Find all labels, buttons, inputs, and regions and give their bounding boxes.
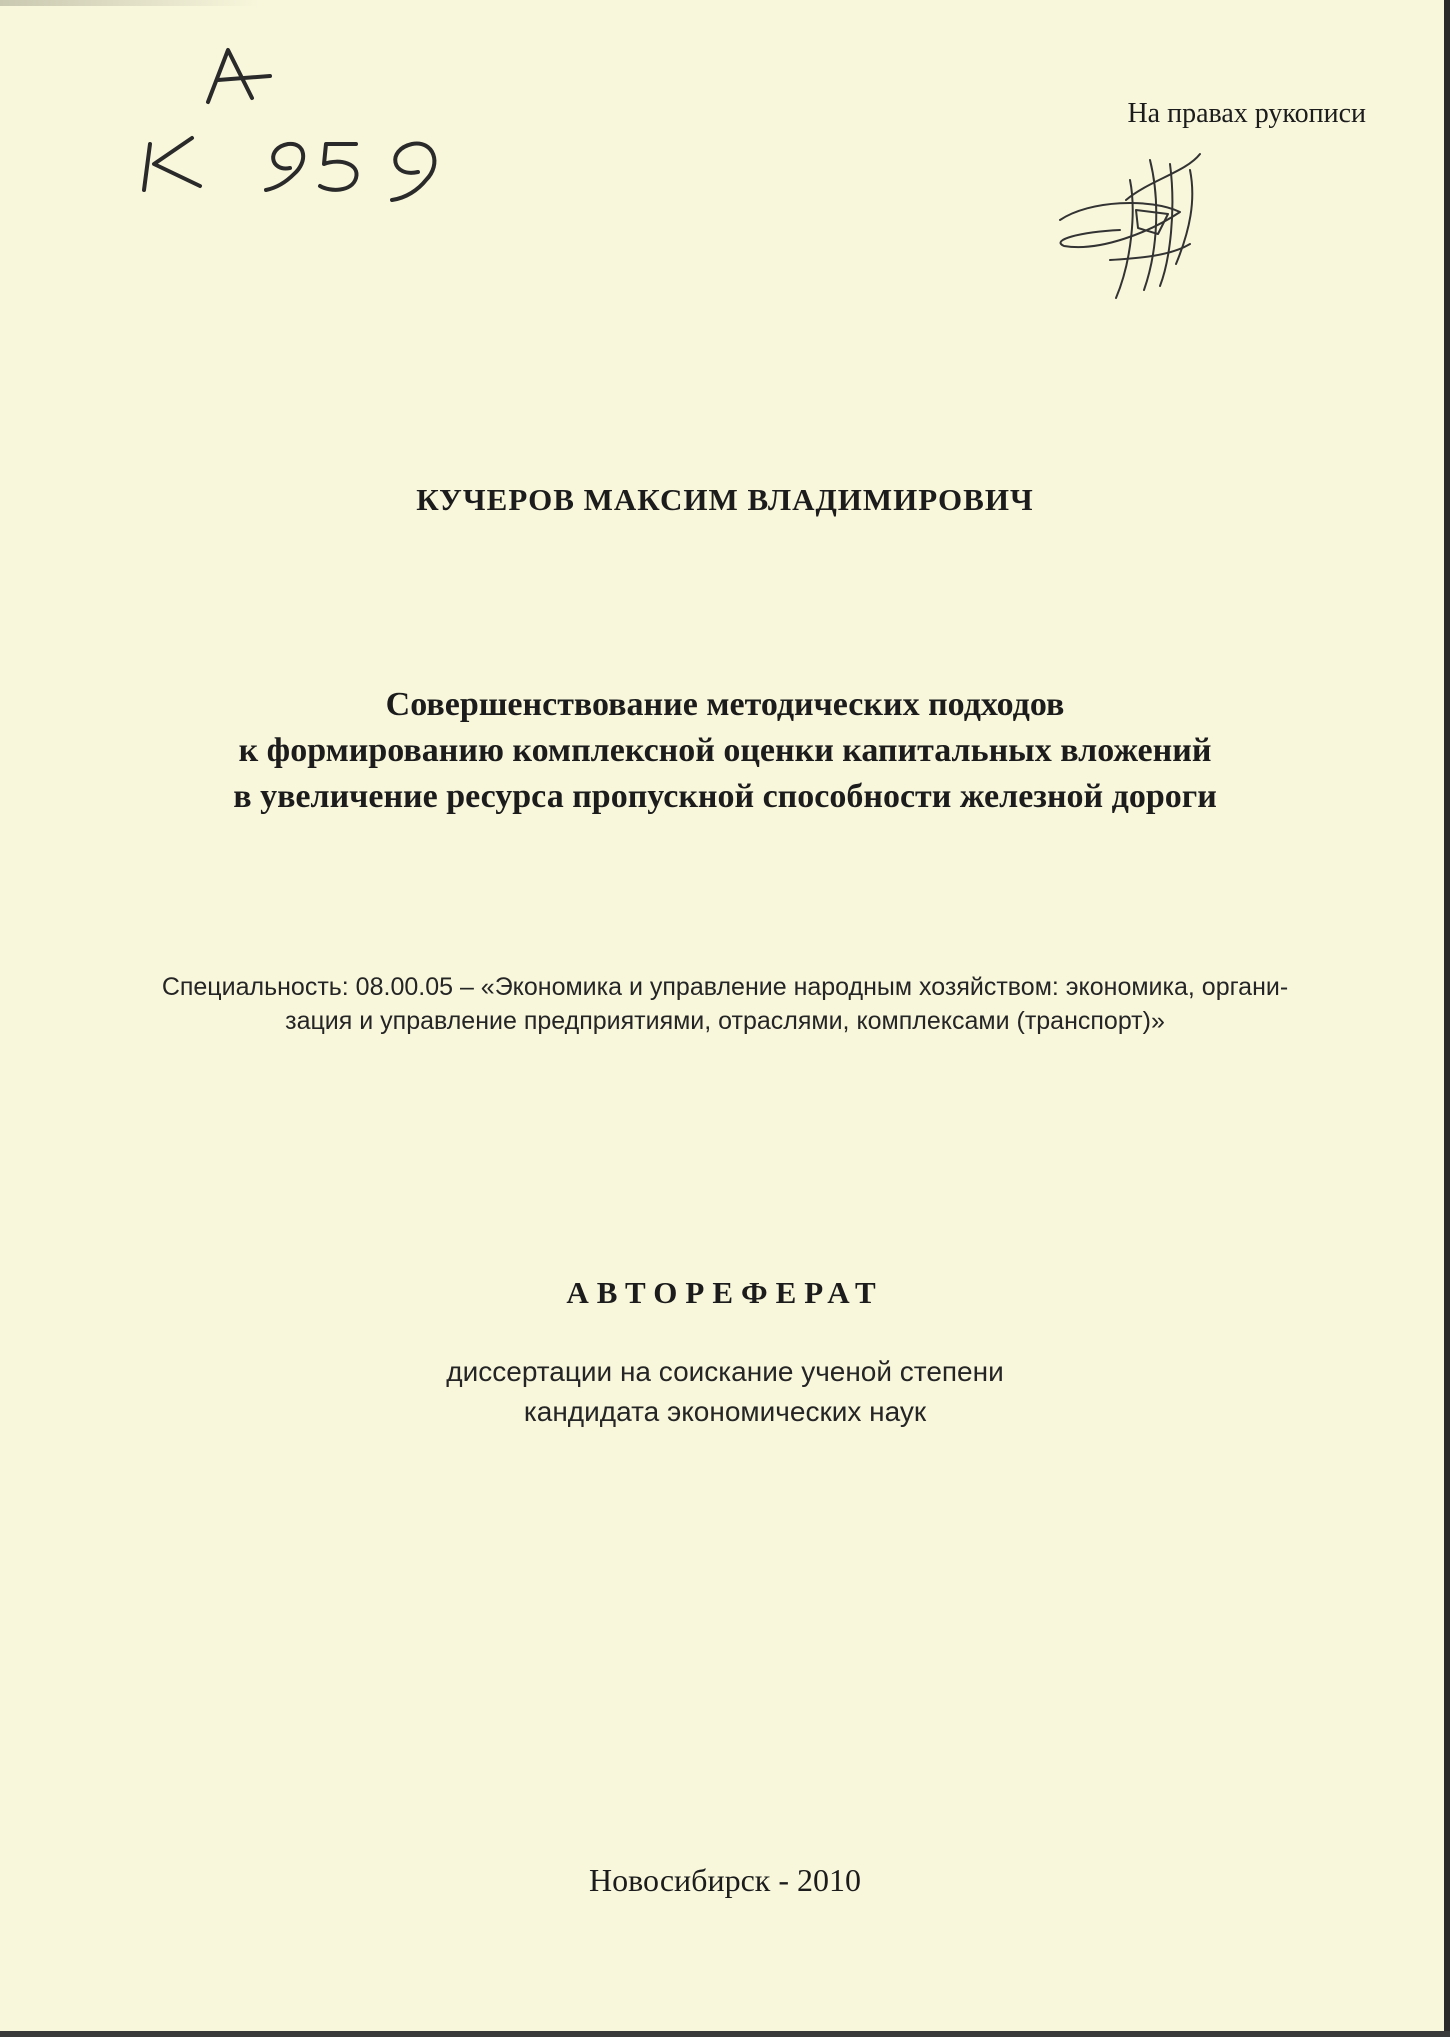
author-signature bbox=[1040, 140, 1240, 310]
manuscript-note: На правах рукописи bbox=[1127, 98, 1366, 129]
author-name: КУЧЕРОВ МАКСИМ ВЛАДИМИРОВИЧ bbox=[416, 482, 1034, 517]
city-year: Новосибирск - 2010 bbox=[589, 1862, 861, 1898]
degree-subtitle bbox=[0, 1352, 1450, 1432]
specialty-line: Специальность: 08.00.05 – «Экономика и управление народным хозяйством: экономика, органи- bbox=[161, 973, 1289, 1001]
subtitle-line: кандидата экономических наук bbox=[523, 1396, 927, 1427]
title-line: Совершенствование методических подходов bbox=[385, 686, 1065, 723]
scan-edge-top bbox=[0, 0, 260, 6]
title-line: в увеличение ресурса пропускной способности железной дороги bbox=[233, 778, 1217, 815]
specialty-line: зация и управление предприятиями, отраслями, комплексами (транспорт)» bbox=[285, 1007, 1165, 1035]
dissertation-title bbox=[0, 682, 1450, 820]
title-line: к формированию комплексной оценки капитальных вложений bbox=[238, 732, 1212, 769]
specialty-statement bbox=[0, 970, 1450, 1038]
handwritten-library-mark bbox=[130, 40, 450, 220]
document-type-heading: АВТОРЕФЕРАТ bbox=[566, 1275, 884, 1310]
subtitle-line: диссертации на соискание ученой степени bbox=[446, 1356, 1004, 1387]
scan-edge-bottom bbox=[0, 2031, 1450, 2037]
